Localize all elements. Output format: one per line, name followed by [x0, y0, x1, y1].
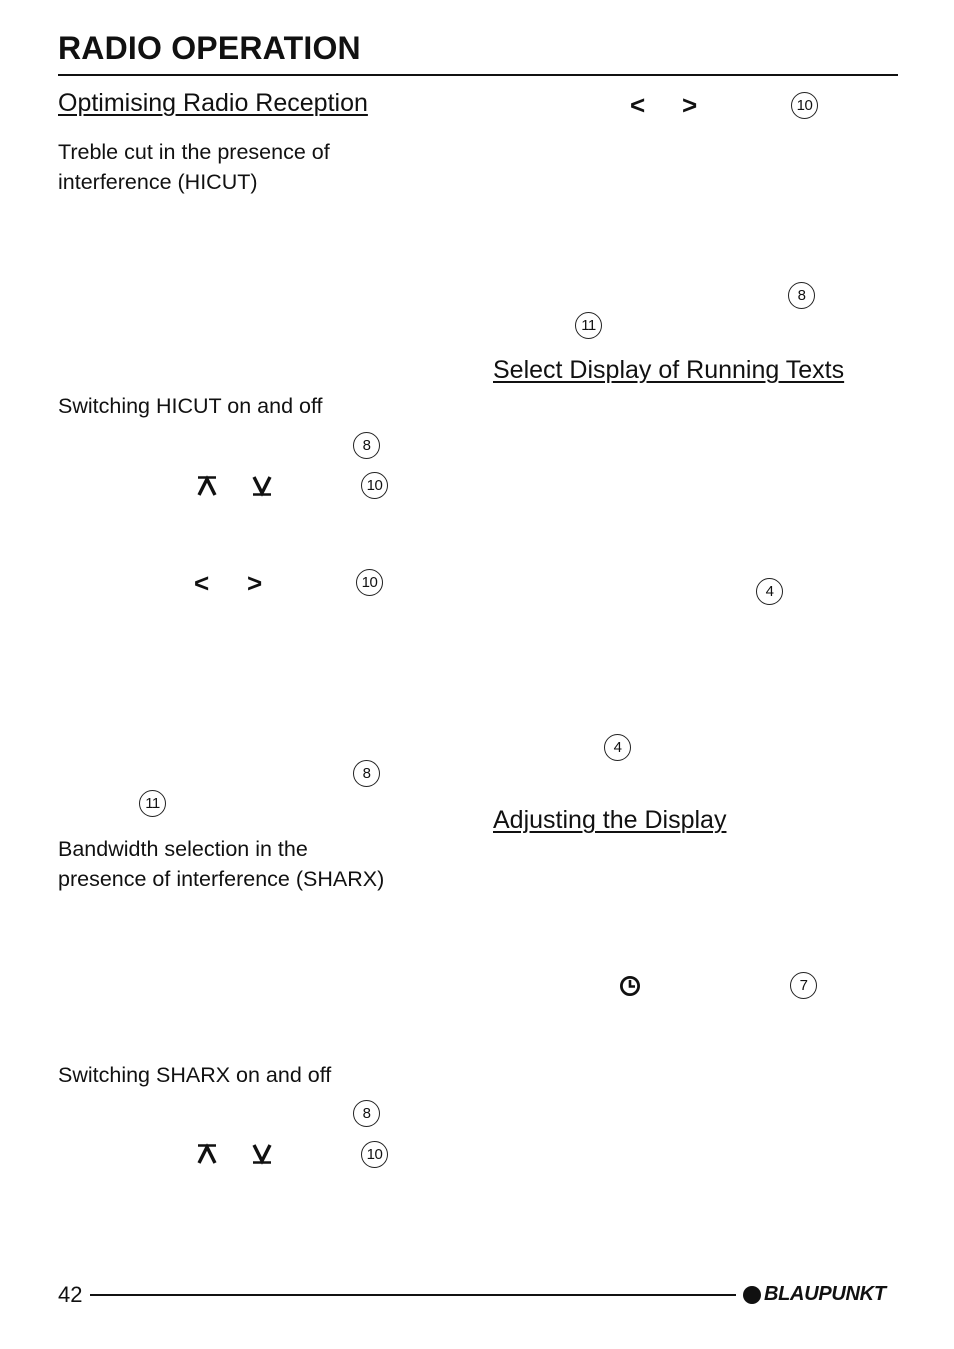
down-arrow-icon	[251, 475, 273, 497]
blaupunkt-logo	[743, 1283, 886, 1306]
callout-11: 11	[575, 312, 602, 339]
heading-switching-hicut: Switching HICUT on and off	[58, 394, 323, 418]
heading-switching-sharx: Switching SHARX on and off	[58, 1063, 332, 1087]
callout-10: 10	[361, 1141, 388, 1168]
callout-8: 8	[353, 760, 380, 787]
heading-hicut-line2: interference (HICUT)	[58, 170, 258, 194]
page-title: RADIO OPERATION	[58, 30, 361, 66]
up-arrow-icon	[196, 1143, 218, 1165]
down-arrow-icon	[251, 1143, 273, 1165]
logo-dot-icon	[743, 1286, 761, 1304]
title-divider	[58, 74, 898, 76]
right-arrow-icon: >	[682, 90, 698, 120]
callout-10: 10	[356, 569, 383, 596]
heading-optimising-radio-reception: Optimising Radio Reception	[58, 89, 368, 117]
footer-divider	[90, 1294, 736, 1296]
heading-hicut-line1: Treble cut in the presence of	[58, 140, 330, 164]
left-arrow-icon: <	[630, 90, 646, 120]
callout-8: 8	[788, 282, 815, 309]
heading-sharx-line1: Bandwidth selection in the	[58, 837, 308, 861]
callout-11: 11	[139, 790, 166, 817]
clock-icon	[619, 975, 641, 1002]
page-number: 42	[58, 1282, 83, 1307]
heading-adjusting-display: Adjusting the Display	[493, 806, 727, 834]
heading-sharx-line2: presence of interference (SHARX)	[58, 867, 385, 891]
callout-4: 4	[756, 578, 783, 605]
left-arrow-icon: <	[194, 568, 210, 598]
callout-8: 8	[353, 432, 380, 459]
callout-7: 7	[790, 972, 817, 999]
callout-8: 8	[353, 1100, 380, 1127]
up-arrow-icon	[196, 475, 218, 497]
right-arrow-icon: >	[247, 568, 263, 598]
heading-select-display-running-texts: Select Display of Running Texts	[493, 356, 845, 384]
callout-10: 10	[791, 92, 818, 119]
logo-text: BLAUPUNKT	[764, 1283, 886, 1305]
callout-4: 4	[604, 734, 631, 761]
callout-10: 10	[361, 472, 388, 499]
